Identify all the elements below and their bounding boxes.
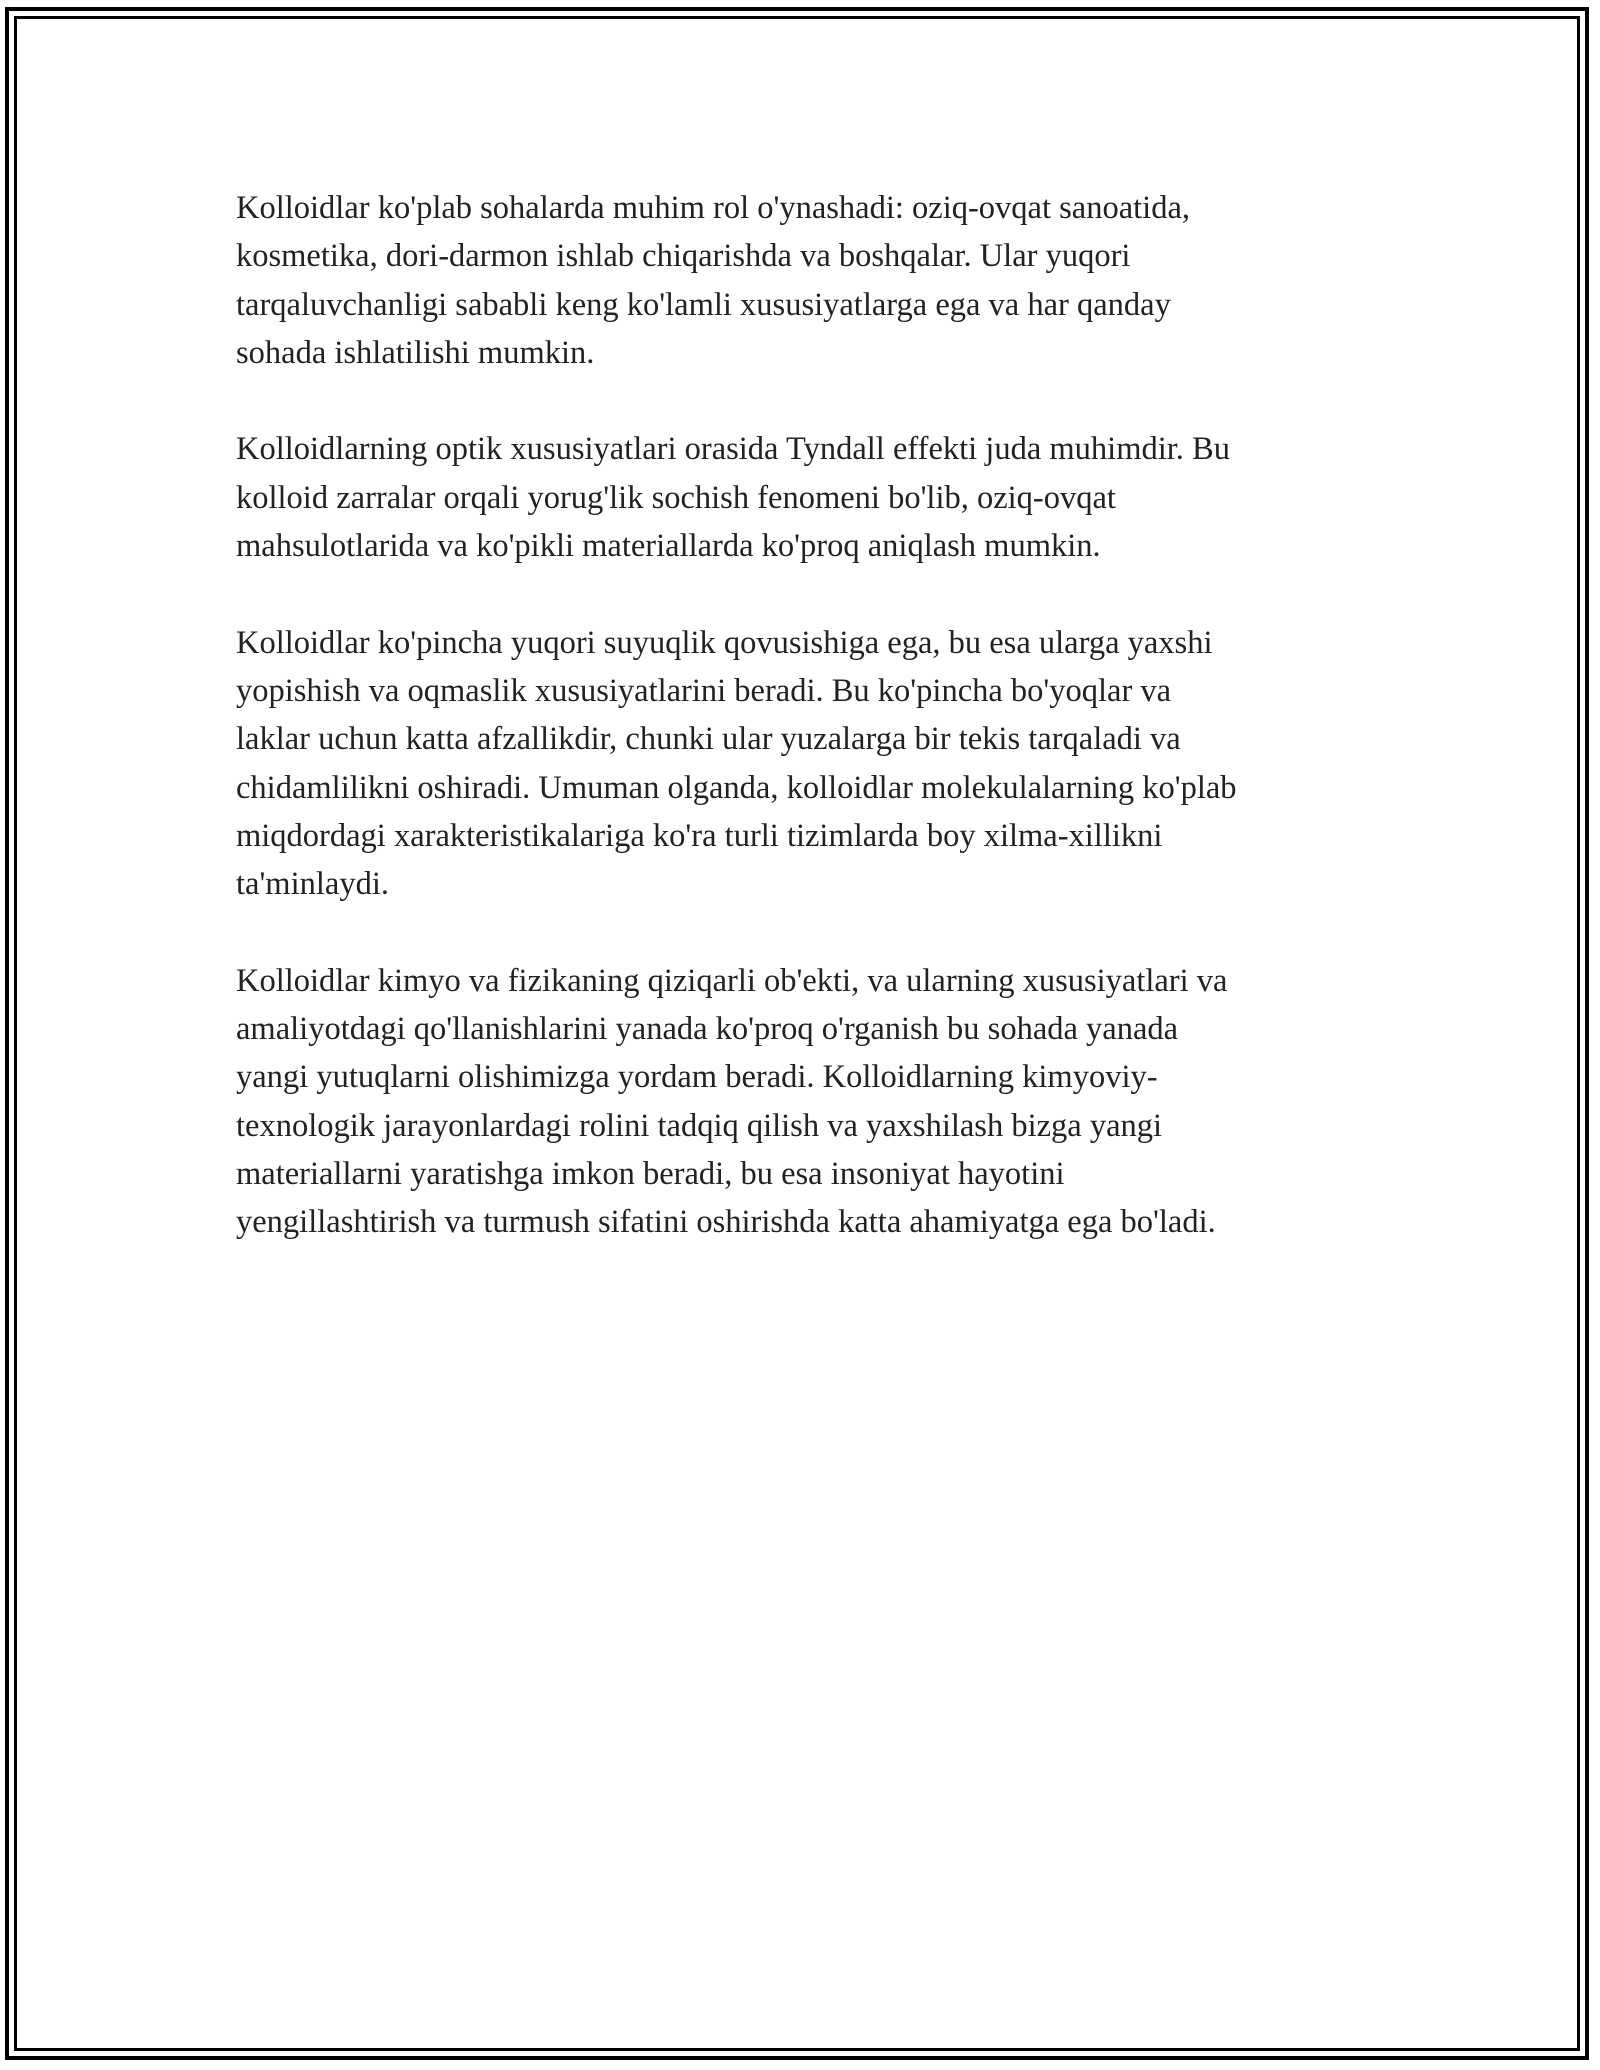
text-line: Kolloidlar kimyo va fizikaning qiziqarli ob'ekti, va ularning xususiyatlari va xyxy=(236,962,1228,999)
text-line: yopishish va oqmaslik xususiyatlarini beradi. Bu ko'pincha bo'yoqlar va xyxy=(236,672,1172,709)
text-line: chidamlilikni oshiradi. Umuman olganda, kolloidlar molekulalarning ko'plab xyxy=(236,769,1237,806)
text-line: tarqaluvchanligi sababli keng ko'lamli xususiyatlarga ega va har qanday xyxy=(236,286,1171,323)
paragraph-4 xyxy=(236,957,1386,1247)
text-line: sohada ishlatilishi mumkin. xyxy=(236,334,595,371)
text-line: materiallarni yaratishga imkon beradi, bu esa insoniyat hayotini xyxy=(236,1155,1065,1192)
text-line: kosmetika, dori-darmon ishlab chiqarishda va boshqalar. Ular yuqori xyxy=(236,238,1131,275)
paragraph-1 xyxy=(236,184,1386,377)
text-line: yangi yutuqlarni olishimizga yordam beradi. Kolloidlarning kimyoviy- xyxy=(236,1059,1158,1096)
paragraph-3 xyxy=(236,619,1386,909)
text-line: laklar uchun katta afzallikdir, chunki ular yuzalarga bir tekis tarqaladi va xyxy=(236,721,1181,758)
text-line: Kolloidlar ko'pincha yuqori suyuqlik qovusishiga ega, bu esa ularga yaxshi xyxy=(236,624,1213,661)
paragraph-2 xyxy=(236,425,1386,570)
text-line: Kolloidlar ko'plab sohalarda muhim rol o'ynashadi: oziq-ovqat sanoatida, xyxy=(236,190,1190,226)
document-body xyxy=(236,184,1386,1247)
text-line: Kolloidlarning optik xususiyatlari orasida Tyndall effekti juda muhimdir. Bu xyxy=(236,431,1230,468)
text-line: miqdordagi xarakteristikalariga ko'ra turli tizimlarda boy xilma-xillikni xyxy=(236,817,1163,854)
text-line: kolloid zarralar orqali yorug'lik sochish fenomeni bo'lib, oziq-ovqat xyxy=(236,479,1116,516)
text-line: mahsulotlarida va ko'pikli materiallarda ko'proq aniqlash mumkin. xyxy=(236,528,1101,565)
text-line: ta'minlaydi. xyxy=(236,866,389,903)
text-line: texnologik jarayonlardagi rolini tadqiq qilish va yaxshilash bizga yangi xyxy=(236,1107,1163,1144)
text-line: amaliyotdagi qo'llanishlarini yanada ko'proq o'rganish bu sohada yanada xyxy=(236,1011,1179,1048)
text-line: yengillashtirish va turmush sifatini oshirishda katta ahamiyatga ega bo'ladi. xyxy=(236,1204,1216,1241)
